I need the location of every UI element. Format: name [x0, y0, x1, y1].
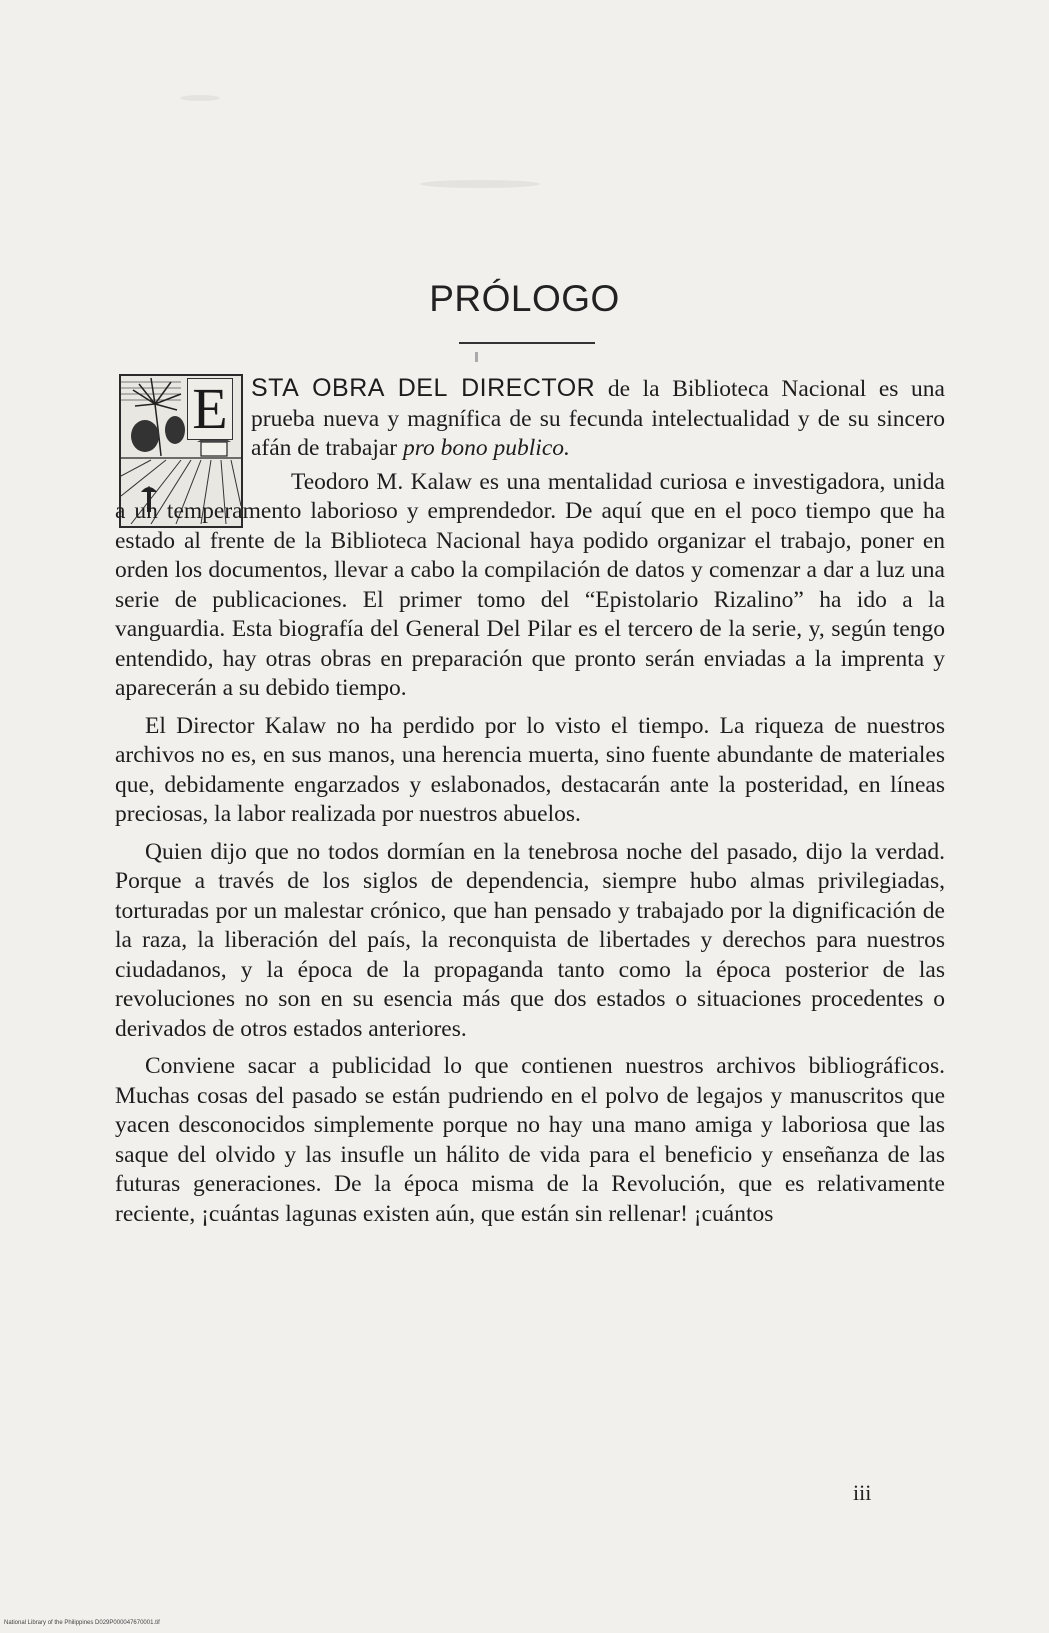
page-number: iii: [853, 1480, 872, 1505]
paragraph-1: [115, 374, 945, 464]
paragraph-2: Teodoro M. Kalaw es una mentalidad curiosa e investigadora, unida a un temperamento laborioso y emprendedor. De aquí que en el poco tiempo que ha estado al frente de la Biblioteca Nacional haya podido organizar el trabajo, poner en orden los documentos, llevar a cabo la compilación de datos y comenzar a dar a luz una serie de publicaciones. El primer tomo del “Epistolario Rizalino” ha ido a la vanguardia. Esta biografía del General Del Pilar es el tercero de la serie, y, según tengo entendido, hay otras obras en preparación que pronto serán enviadas a la imprenta y aparecerán a su debido tiempo.: [115, 468, 945, 701]
paragraph-1-text: de la Biblioteca Nacional es una prueba nueva y magnífica de su fecunda intelectualidad y de su sincero afán de trabajar: [251, 376, 945, 461]
lead-caps-text: STA OBRA DEL DIRECTOR: [251, 374, 596, 402]
paper-smudge: [180, 95, 220, 101]
divider-mark: [475, 352, 478, 362]
title-divider: [459, 342, 595, 344]
drop-cap-letter: E: [187, 378, 233, 440]
paragraph-3: El Director Kalaw no ha perdido por lo visto el tiempo. La riqueza de nuestros archivos no es, en sus manos, una herencia muerta, sino fuente abundante de materiales que, debidamente engarzados y eslabonados, destacarán ante la posteridad, en líneas preciosas, la labor realizada por nuestros abuelos.: [115, 712, 945, 827]
page-title: PRÓLOGO: [429, 278, 620, 319]
prologue-body: [115, 374, 945, 1229]
latin-phrase: pro bono publico.: [403, 435, 570, 461]
paragraph-5: Conviene sacar a publicidad lo que contienen nuestros archivos bibliográficos. Muchas cosas del pasado se están pudriendo en el polvo de legajos y manuscritos que yacen desconocidos simplemente porque no hay una mano amiga y laboriosa que las saque del olvido y las insufle un hálito de vida para el beneficio y enseñanza de las futuras generaciones. De la época misma de la Revolución, que es relativamente reciente, ¡cuántas lagunas existen aún, que están sin rellenar! ¡cuántos: [115, 1053, 945, 1227]
scan-footer: National Library of the Philippines D029P000047670001.tif: [4, 1620, 160, 1626]
paragraph-4: Quien dijo que no todos dormían en la tenebrosa noche del pasado, dijo la verdad. Porque a través de los siglos de dependencia, siempre hubo almas privilegiadas, torturadas por un malestar crónico, que han pensado y trabajado por la dignificación de la raza, la liberación del país, la reconquista de libertades y derechos para nuestros ciudadanos, y la época de la propaganda tanto como la época posterior de las revoluciones no son en su esencia más que dos estados o situaciones procedentes o derivados de otros estados anteriores.: [115, 838, 945, 1042]
paper-smudge: [420, 180, 540, 188]
